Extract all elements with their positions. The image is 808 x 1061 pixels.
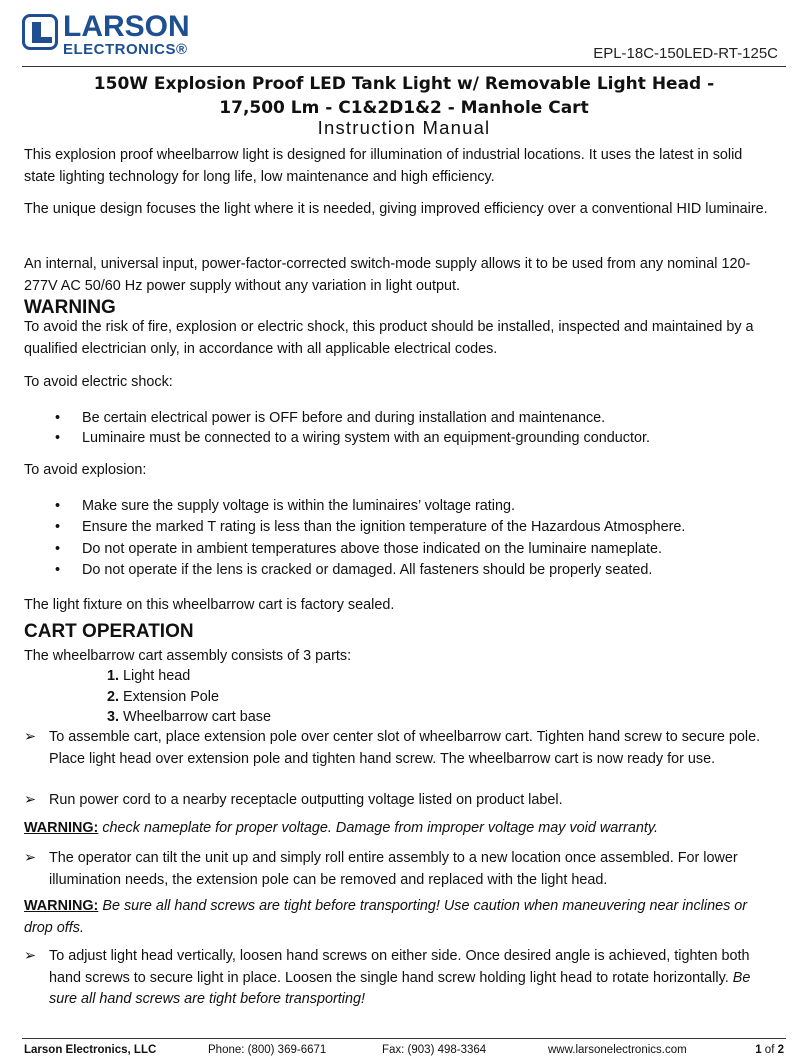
- logo-subtitle: ELECTRONICS®: [63, 41, 188, 58]
- document-code: EPL-18C-150LED-RT-125C: [593, 45, 778, 62]
- bullet-icon: •: [55, 541, 61, 557]
- footer-divider: [22, 1038, 786, 1039]
- intro-paragraph-3: An internal, universal input, power-factor-corrected switch-mode supply allows it to be used from any nominal 120-277V AC 50/60 Hz power supply without any variation in light output.: [24, 256, 751, 294]
- cart-intro: The wheelbarrow cart assembly consists of 3 parts:: [24, 648, 352, 664]
- larson-logo: [22, 10, 192, 60]
- voltage-warning: [24, 818, 774, 840]
- arrow-bullet-icon: ➢: [24, 948, 37, 964]
- footer-website: www.larsonelectronics.com: [548, 1044, 687, 1056]
- warning-label: WARNING:: [24, 820, 99, 836]
- footer-phone: Phone: (800) 369-6671: [208, 1044, 327, 1056]
- warning-text: Be sure all hand screws are tight before transporting! Use caution when maneuvering near inclines or drop offs.: [24, 898, 748, 936]
- warning-text: To avoid the risk of fire, explosion or electric shock, this product should be installed, inspected and maintained by a qualified electrician only, in accordance with all applicable electrical codes.: [24, 319, 754, 357]
- intro-paragraph-1: This explosion proof wheelbarrow light is designed for illumination of industrial locations. It uses the latest in solid state lighting technology for long life, low maintenance and high efficiency.: [24, 147, 743, 185]
- explosion-label: To avoid explosion:: [24, 462, 147, 478]
- warning-label: WARNING:: [24, 898, 99, 914]
- footer-fax: Fax: (903) 498-3364: [382, 1044, 487, 1056]
- bullet-icon: •: [55, 519, 61, 535]
- header-divider: [22, 66, 786, 67]
- intro-paragraph-2: The unique design focuses the light where it is needed, giving improved efficiency over a conventional HID luminaire.: [24, 201, 768, 217]
- adjust-warning: Be sure all hand screws are tight before transporting!: [49, 969, 751, 1007]
- part-item-1: 1. Light head: [106, 668, 191, 684]
- sealed-note: The light fixture on this wheelbarrow cart is factory sealed.: [24, 597, 395, 613]
- cart-heading: CART OPERATION: [24, 621, 194, 642]
- warning-heading: WARNING: [24, 297, 116, 318]
- title-line-2: 17,500 Lm - C1&2D1&2 - Manhole Cart: [219, 98, 589, 118]
- logo-name: LARSON: [63, 10, 190, 43]
- warning-text: check nameplate for proper voltage. Damage from improper voltage may void warranty.: [102, 820, 658, 836]
- bullet-icon: •: [55, 430, 61, 446]
- part-item-2: 2. Extension Pole: [106, 689, 219, 705]
- document-subtitle: Instruction Manual: [317, 117, 491, 138]
- footer-page-number: 1 of 2: [755, 1044, 784, 1056]
- bullet-icon: •: [55, 562, 61, 578]
- shock-label: To avoid electric shock:: [24, 374, 173, 390]
- bullet-icon: •: [55, 498, 61, 514]
- logo-mark-icon: [22, 14, 58, 50]
- arrow-bullet-icon: ➢: [24, 792, 37, 808]
- document-title: [30, 72, 778, 120]
- title-line-1: 150W Explosion Proof LED Tank Light w/ Removable Light Head -: [93, 74, 715, 94]
- part-item-3: 3. Wheelbarrow cart base: [106, 709, 271, 725]
- footer-company: Larson Electronics, LLC: [24, 1044, 157, 1056]
- arrow-bullet-icon: ➢: [24, 729, 37, 745]
- bullet-icon: •: [55, 410, 61, 426]
- arrow-bullet-icon: ➢: [24, 850, 37, 866]
- transport-warning: [24, 896, 774, 939]
